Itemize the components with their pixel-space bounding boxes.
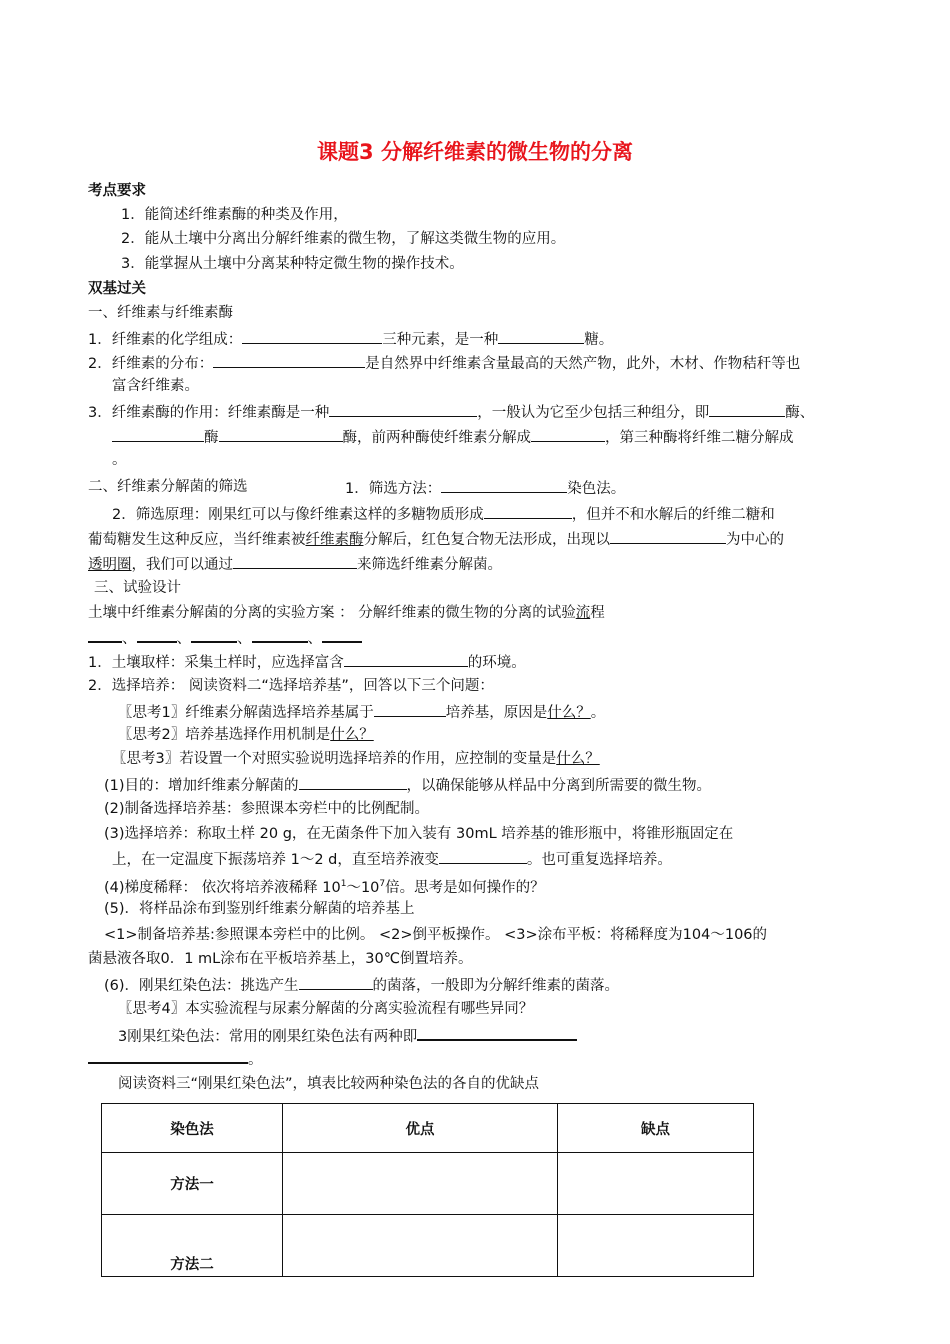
page-title: 课题3 分解纤维素的微生物的分离 <box>317 140 633 164</box>
think-4: 〖思考4〗本实验流程与尿素分解菌的分离实验流程有哪些异同？ <box>118 1001 534 1017</box>
proc-1: (1)目的：增加纤维素分解菌的 ，以确保能够从样品中分离到所需要的微生物。 <box>104 774 711 796</box>
blank[interactable] <box>374 701 446 717</box>
blank[interactable] <box>252 626 308 643</box>
proc-5-1: <1>制备培养基:参照课本旁栏中的比例。 <2>倒平板操作。 <3>涂布平板：将稀释度为104～106的 <box>104 927 768 943</box>
screening-method: 1．筛选方法： 染色法。 <box>345 477 625 499</box>
question-3: 3．纤维素酶的作用：纤维素酶是一种 ，一般认为它至少包括三种组分，即 酶、 <box>88 401 814 423</box>
step-2: 2．选择培养： 阅读资料二“选择培养基”，回答以下三个问题： <box>88 678 494 694</box>
blank[interactable] <box>88 626 122 643</box>
blank[interactable] <box>242 328 382 344</box>
blank[interactable] <box>213 352 365 368</box>
header-pros: 优点 <box>283 1104 558 1153</box>
blank[interactable] <box>344 651 468 667</box>
table-header-row <box>102 1104 754 1153</box>
blank[interactable] <box>709 401 785 417</box>
blank[interactable] <box>137 626 177 643</box>
question-2: 2．纤维素的分布： 是自然界中纤维素含量最高的天然产物，此外，木材、作物秸秆等也 <box>88 352 800 374</box>
proc-4: (4)梯度稀释： 依次将培养液稀释 $10^1\sim 10^7$倍。思考是如何操作的？ <box>104 879 545 896</box>
blank[interactable] <box>322 626 362 643</box>
blank[interactable] <box>191 626 237 643</box>
question-2-cont: 富含纤维素。 <box>112 378 199 394</box>
proc-5-2: 菌悬液各取0．1 mL涂布在平板培养基上，30℃倒置培养。 <box>88 951 473 967</box>
blank[interactable] <box>329 401 477 417</box>
header-method: 染色法 <box>102 1104 283 1153</box>
blank[interactable] <box>112 426 204 442</box>
blank[interactable] <box>88 1047 248 1064</box>
screening-principle-3: 透明圈，我们可以通过 来筛选纤维素分解菌。 <box>88 553 502 575</box>
flow-blanks: 、 、 、 、 <box>88 626 362 649</box>
screening-principle: 2．筛选原理：刚果红可以与像纤维素这样的多糖物质形成 ，但并不和水解后的纤维二糖和 <box>112 503 775 525</box>
blank[interactable] <box>233 553 357 569</box>
question-3-cont: 酶 酶，前两种酶使纤维素分解成 ，第三种酶将纤维二糖分解成 <box>112 426 794 448</box>
blank[interactable] <box>299 974 373 990</box>
stain-methods: 3刚果红染色法：常用的刚果红染色法有两种即 <box>118 1024 577 1047</box>
experiment-plan: 土壤中纤维素分解菌的分离的实验方案 ： 分解纤维素的微生物的分离的试验流程 <box>88 605 605 621</box>
think-1: 〖思考1〗纤维素分解菌选择培养基属于 培养基，原因是什么？。 <box>118 701 605 723</box>
cons-cell[interactable] <box>558 1215 754 1277</box>
header-cons: 缺点 <box>558 1104 754 1153</box>
question-1: 1．纤维素的化学组成： 三种元素，是一种 糖。 <box>88 328 613 350</box>
think-3: 〖思考3〗若设置一个对照实验说明选择培养的作用，应控制的变量是什么？ <box>112 751 600 767</box>
proc-6: (6)．刚果红染色法：挑选产生 的菌落，一般即为分解纤维素的菌落。 <box>104 974 619 996</box>
step-1: 1．土壤取样：采集土样时，应选择富含 的环境。 <box>88 651 526 673</box>
think-2: 〖思考2〗培养基选择作用机制是什么？ <box>118 727 374 743</box>
proc-3: (3)选择培养：称取土样 20 g，在无菌条件下加入装有 30mL 培养基的锥形瓶中，将锥形瓶固定在 <box>104 826 734 842</box>
proc-2: (2)制备选择培养基：参照课本旁栏中的比例配制。 <box>104 801 430 817</box>
screening-principle-2: 葡萄糖发生这种反应，当纤维素被纤维素酶分解后，红色复合物无法形成，出现以 为中心的 <box>88 528 784 550</box>
blank[interactable] <box>484 503 572 519</box>
question-3-end: 。 <box>112 452 127 468</box>
cons-cell[interactable] <box>558 1153 754 1215</box>
pros-cell[interactable] <box>283 1153 558 1215</box>
blank[interactable] <box>219 426 343 442</box>
stain-methods-cont: 。 <box>88 1047 263 1070</box>
read-material-3: 阅读资料三“刚果红染色法”，填表比较两种染色法的各自的优缺点 <box>118 1076 540 1092</box>
comparison-table <box>101 1103 754 1277</box>
blank[interactable] <box>610 528 726 544</box>
method-cell: 方法一 <box>102 1153 283 1215</box>
section-basic-heading: 双基过关 <box>88 281 146 297</box>
section-exam-heading: 考点要求 <box>88 183 146 199</box>
exam-item-2: 2．能从土壤中分离出分解纤维素的微生物，了解这类微生物的应用。 <box>121 231 566 247</box>
blank[interactable] <box>531 426 605 442</box>
part2-heading: 二、纤维素分解菌的筛选 <box>88 479 248 495</box>
blank[interactable] <box>299 774 407 790</box>
table-row <box>102 1153 754 1215</box>
method-cell: 方法二 <box>102 1215 283 1277</box>
pros-cell[interactable] <box>283 1215 558 1277</box>
blank[interactable] <box>498 328 584 344</box>
exam-item-1: 1．能简述纤维素酶的种类及作用， <box>121 207 348 223</box>
blank[interactable] <box>441 477 567 493</box>
part3-heading: 三、试验设计 <box>94 580 181 596</box>
proc-3-cont: 上，在一定温度下振荡培养 1～2 d，直至培养液变 。也可重复选择培养。 <box>112 848 672 870</box>
table-row <box>102 1215 754 1277</box>
exam-item-3: 3．能掌握从土壤中分离某种特定微生物的操作技术。 <box>121 256 464 272</box>
part1-heading: 一、纤维素与纤维素酶 <box>88 305 233 321</box>
blank[interactable] <box>439 848 527 864</box>
blank[interactable] <box>417 1024 577 1041</box>
proc-5: (5)．将样品涂布到鉴别纤维素分解菌的培养基上 <box>104 901 415 917</box>
